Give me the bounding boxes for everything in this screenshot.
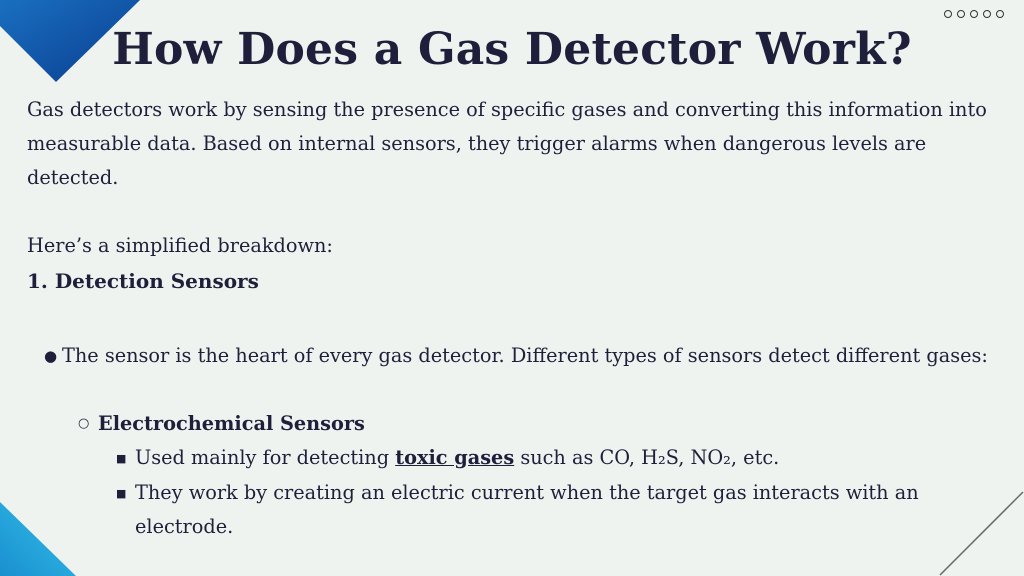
item-text-before: Used mainly for detecting [135, 446, 396, 469]
circle-bullet-icon: ○ [78, 416, 90, 431]
square-bullet-icon: ■ [116, 487, 127, 500]
dot-icon [996, 10, 1004, 18]
bullet-icon: ● [44, 347, 58, 365]
list-item-text [135, 441, 779, 476]
intro-paragraph: Gas detectors work by sensing the presence of specific gases and converting this information into measurable data. Based on internal sensors, they trigger alarms when dangerous levels are detected. [27, 98, 987, 189]
bottom-left-corner-triangle [0, 496, 80, 576]
list-item-text: They work by creating an electric current when the target gas interacts with an electrode. [135, 481, 919, 538]
subsection-heading: Electrochemical Sensors [98, 412, 365, 435]
square-bullet-icon: ■ [116, 452, 127, 465]
breakdown-intro: Here’s a simplified breakdown: [27, 234, 333, 257]
dot-icon [944, 10, 952, 18]
section-heading-detection-sensors: 1. Detection Sensors [27, 269, 259, 293]
dot-icon [970, 10, 978, 18]
list-item [116, 476, 976, 544]
dot-icon [957, 10, 965, 18]
electrochemical-details-list [116, 441, 976, 544]
dot-icon [983, 10, 991, 18]
list-item [116, 441, 976, 476]
bullet-text: The sensor is the heart of every gas detector. Different types of sensors detect different gases: [62, 344, 988, 367]
page-title: How Does a Gas Detector Work? [112, 24, 912, 75]
item-text-after: such as CO, H₂S, NO₂, etc. [514, 446, 780, 469]
slide-dots [944, 10, 1004, 18]
toxic-gases-link[interactable]: toxic gases [395, 446, 515, 469]
subsection-electrochemical [78, 407, 365, 441]
bullet-item-sensor [44, 339, 1014, 373]
